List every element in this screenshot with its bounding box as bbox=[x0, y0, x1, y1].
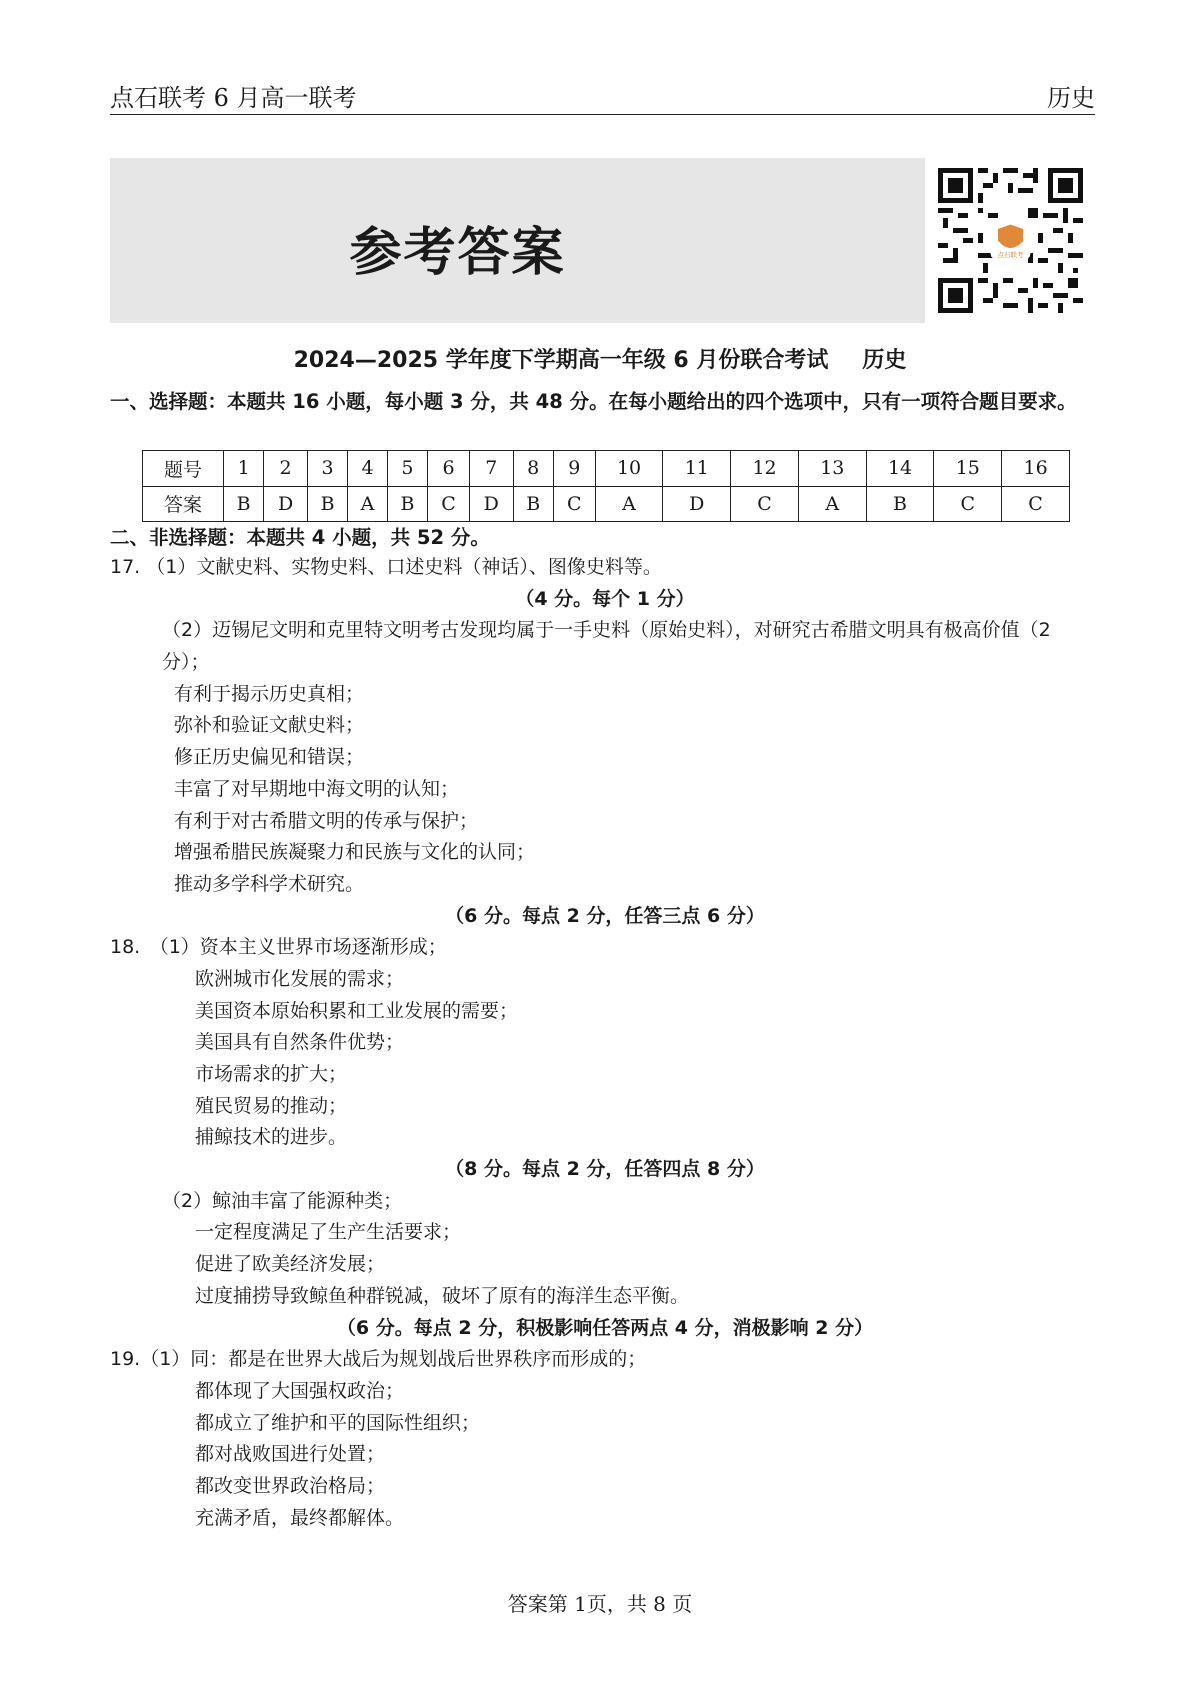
table-cell: D bbox=[469, 486, 513, 522]
section-two-heading: 二、非选择题：本题共 4 小题，共 52 分。 bbox=[110, 526, 490, 549]
answer-line: 有利于揭示历史真相； bbox=[174, 682, 365, 705]
answer-line: 弥补和验证文献史料； bbox=[174, 714, 365, 737]
table-header-answer: 答案 bbox=[143, 486, 224, 522]
answer-line: 修正历史偏见和错误； bbox=[174, 746, 365, 769]
answer-line: 都体现了大国强权政治； bbox=[195, 1379, 405, 1402]
banner-title: 参考答案 bbox=[349, 222, 566, 283]
exam-title bbox=[0, 348, 1200, 374]
table-cell: C bbox=[553, 486, 595, 522]
answer-line: 一定程度满足了生产生活要求； bbox=[195, 1221, 462, 1244]
answer-banner bbox=[110, 158, 925, 323]
page-header bbox=[110, 84, 1095, 115]
answer-line: 都成立了维护和平的国际性组织； bbox=[195, 1411, 481, 1434]
table-cell: 3 bbox=[307, 451, 347, 487]
table-cell: 4 bbox=[348, 451, 388, 487]
score-note: （4 分。每个 1 分） bbox=[515, 587, 695, 610]
header-subject: 历史 bbox=[1047, 84, 1095, 112]
table-cell: 6 bbox=[428, 451, 470, 487]
table-cell: C bbox=[428, 486, 470, 522]
table-cell: 11 bbox=[663, 451, 731, 487]
table-cell: 12 bbox=[731, 451, 799, 487]
table-cell: 13 bbox=[798, 451, 866, 487]
qr-code-icon bbox=[938, 168, 1083, 313]
table-cell: C bbox=[731, 486, 799, 522]
answer-line: （2）迈锡尼文明和克里特文明考古发现均属于一手史料（原始史料），对研究古希腊文明具有极高价值（2 分）； bbox=[162, 619, 1051, 674]
table-cell: 1 bbox=[224, 451, 264, 487]
exam-title-text: 2024—2025 学年度下学期高一年级 6 月份联合考试 bbox=[293, 348, 829, 373]
table-cell: 8 bbox=[513, 451, 553, 487]
answer-line: 18. （1）资本主义世界市场逐渐形成； bbox=[110, 936, 447, 959]
answer-line: 美国具有自然条件优势； bbox=[195, 1031, 405, 1054]
answer-line: 欧洲城市化发展的需求； bbox=[195, 967, 405, 990]
answer-line: 都对战败国进行处置； bbox=[195, 1443, 386, 1466]
answer-line: （2）鲸油丰富了能源种类； bbox=[162, 1189, 403, 1212]
answer-line: 推动多学科学术研究。 bbox=[174, 872, 365, 895]
table-cell: 16 bbox=[1002, 451, 1070, 487]
table-cell: D bbox=[264, 486, 308, 522]
answer-line: 17. （1）文献史料、实物史料、口述史料（神话）、图像史料等。 bbox=[110, 556, 662, 578]
table-cell: 2 bbox=[264, 451, 308, 487]
table-cell: C bbox=[1002, 486, 1070, 522]
table-cell: 15 bbox=[934, 451, 1002, 487]
answer-line: 增强希腊民族凝聚力和民族与文化的认同； bbox=[174, 841, 536, 864]
score-note: （6 分。每点 2 分，任答三点 6 分） bbox=[445, 904, 765, 927]
answer-line: 市场需求的扩大； bbox=[195, 1063, 348, 1086]
table-cell: B bbox=[307, 486, 347, 522]
page-footer: 答案第 1页，共 8 页 bbox=[507, 1592, 693, 1616]
table-cell: B bbox=[387, 486, 427, 522]
answer-table-row-answers bbox=[143, 486, 1070, 522]
table-cell: 5 bbox=[387, 451, 427, 487]
table-cell: C bbox=[934, 486, 1002, 522]
score-note: （8 分。每点 2 分，任答四点 8 分） bbox=[445, 1158, 765, 1181]
answer-line: 过度捕捞导致鲸鱼种群锐减，破坏了原有的海洋生态平衡。 bbox=[195, 1284, 690, 1307]
table-cell: B bbox=[866, 486, 934, 522]
table-cell: 7 bbox=[469, 451, 513, 487]
table-cell: A bbox=[595, 486, 663, 522]
answer-table bbox=[142, 450, 1070, 522]
score-note: （6 分。每点 2 分，积极影响任答两点 4 分，消极影响 2 分） bbox=[336, 1316, 874, 1339]
svg-text:点石联考: 点石联考 bbox=[997, 251, 1024, 259]
table-cell: A bbox=[798, 486, 866, 522]
answer-line: 有利于对古希腊文明的传承与保护； bbox=[174, 809, 479, 832]
answer-line: 充满矛盾，最终都解体。 bbox=[195, 1506, 405, 1529]
answer-line: 都改变世界政治格局； bbox=[195, 1474, 386, 1497]
table-cell: B bbox=[513, 486, 553, 522]
answer-body bbox=[110, 552, 1100, 1534]
answer-line: 19.（1）同：都是在世界大战后为规划战后世界秩序而形成的； bbox=[110, 1348, 647, 1371]
header-exam-name: 点石联考 6 月高一联考 bbox=[110, 84, 357, 112]
table-cell: 14 bbox=[866, 451, 934, 487]
answer-table-row-numbers bbox=[143, 451, 1070, 487]
answer-line: 丰富了对早期地中海文明的认知； bbox=[174, 777, 460, 800]
table-cell: D bbox=[663, 486, 731, 522]
table-header-question: 题号 bbox=[143, 451, 224, 487]
answer-line: 殖民贸易的推动； bbox=[195, 1094, 348, 1117]
table-cell: B bbox=[224, 486, 264, 522]
answer-line: 捕鲸技术的进步。 bbox=[195, 1126, 348, 1149]
answer-line: 促进了欧美经济发展； bbox=[195, 1253, 386, 1276]
table-cell: 9 bbox=[553, 451, 595, 487]
table-cell: A bbox=[348, 486, 388, 522]
table-cell: 10 bbox=[595, 451, 663, 487]
section-one-heading: 一、选择题：本题共 16 小题，每小题 3 分，共 48 分。在每小题给出的四个选项中，只有一项符合题目要求。 bbox=[110, 390, 1077, 413]
exam-subject: 历史 bbox=[862, 348, 907, 373]
answer-line: 美国资本原始积累和工业发展的需要； bbox=[195, 999, 519, 1022]
